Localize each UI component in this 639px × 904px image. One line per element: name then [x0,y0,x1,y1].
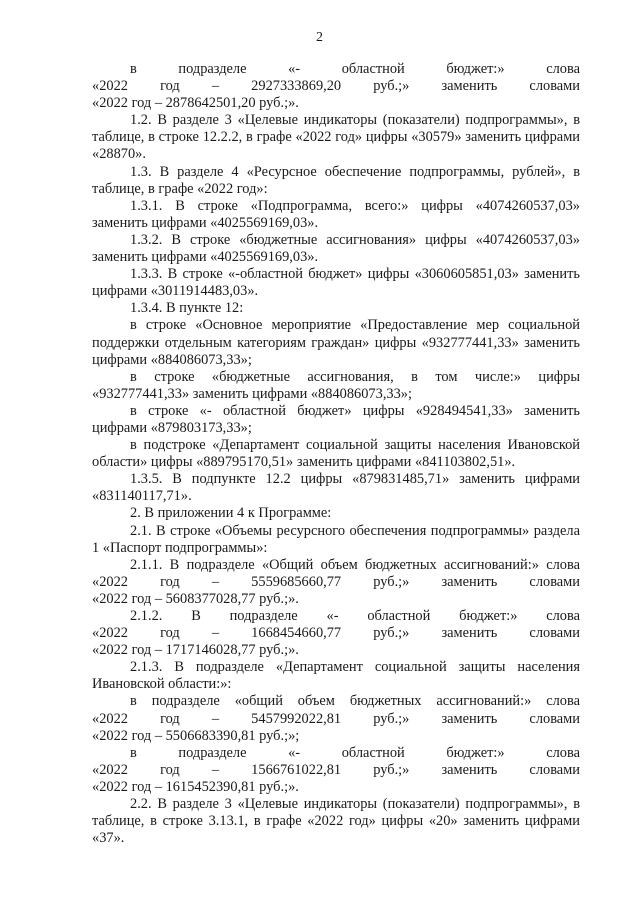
paragraph-18-line-3: «2022 год – 5506683390,81 руб.;»; [92,727,300,744]
paragraph-1-line-3: «2022 год – 2878642501,20 руб.;». [92,95,299,112]
paragraph-3: 1.3. В разделе 4 «Ресурсное обеспечение подпрограммы, рублей», в таблице, в графе «2022 год»: [92,163,580,197]
paragraph-1-line-1: в подразделе «- областной бюджет:» слова [130,61,580,77]
paragraph-16 [92,608,580,659]
paragraph-16-line-3: «2022 год – 1717146028,77 руб.;». [92,642,299,659]
paragraph-18-line-2: «2022 год – 5457992022,81 руб.;» заменить словами [92,710,580,727]
paragraph-8: в строке «Основное мероприятие «Предоставление мер социальной поддержки отдельным категориям граждан» цифры «932777441,33» заменить цифрами «884086073,33»; [92,317,580,368]
paragraph-1-line-2: «2022 год – 2927333869,20 руб.;» заменить словами [92,78,580,95]
paragraph-4: 1.3.1. В строке «Подпрограмма, всего:» цифры «4074260537,03» заменить цифрами «4025569169,03». [92,197,580,231]
paragraph-5: 1.3.2. В строке «бюджетные ассигнования» цифры «4074260537,03» заменить цифрами «4025569169,03». [92,231,580,266]
paragraph-15-line-3: «2022 год – 5608377028,77 руб.;». [92,590,299,607]
paragraph-6: 1.3.3. В строке «-областной бюджет» цифры «3060605851,03» заменить цифрами «3011914483,03». [92,266,580,300]
paragraph-15 [92,557,580,608]
paragraph-18 [92,693,580,744]
paragraph-20: 2.2. В разделе 3 «Целевые индикаторы (показатели) подпрограммы», в таблице, в строке 3.13.1, в графе «2022 год» цифры «20» заменить цифрами «37». [92,796,580,847]
paragraph-10: в строке «- областной бюджет» цифры «928494541,33» заменить цифрами «879803173,33»; [92,402,580,436]
paragraph-9: в строке «бюджетные ассигнования, в том числе:» цифры «932777441,33» заменить цифрами «884086073,33»; [92,368,580,402]
paragraph-13: 2. В приложении 4 к Программе: [130,505,332,522]
page-number: 2 [316,30,323,45]
paragraph-2: 1.2. В разделе 3 «Целевые индикаторы (показатели) подпрограммы», в таблице, в строке 12.2.2, в графе «2022 год» цифры «30579» заменить цифрами «28870». [92,112,580,163]
paragraph-14: 2.1. В строке «Объемы ресурсного обеспечения подпрограммы» раздела 1 «Паспорт подпрограммы»: [92,522,580,556]
paragraph-19-line-1: в подразделе «- областной бюджет:» слова [130,744,580,761]
paragraph-17: 2.1.3. В подразделе «Департамент социальной защиты населения Ивановской области:»: [92,659,580,693]
paragraph-11: в подстроке «Департамент социальной защиты населения Ивановской области» цифры «889795170,51» заменить цифрами «841103802,51». [92,437,580,471]
document-body [92,61,580,847]
paragraph-1 [92,61,580,112]
paragraph-19-line-3: «2022 год – 1615452390,81 руб.;». [92,778,299,795]
paragraph-19 [92,745,580,796]
paragraph-16-line-2: «2022 год – 1668454660,77 руб.;» заменить словами [92,625,580,642]
paragraph-18-line-1: в подразделе «общий объем бюджетных ассигнований:» слова [130,693,580,710]
paragraph-15-line-2: «2022 год – 5559685660,77 руб.;» заменить словами [92,573,580,590]
paragraph-12: 1.3.5. В подпункте 12.2 цифры «879831485,71» заменить цифрами «831140117,71». [92,471,580,505]
paragraph-19-line-2: «2022 год – 1566761022,81 руб.;» заменить словами [92,761,580,778]
paragraph-7: 1.3.4. В пункте 12: [130,300,244,317]
paragraph-16-line-1: 2.1.2. В подразделе «- областной бюджет:» слова [130,608,580,624]
paragraph-15-line-1: 2.1.1. В подразделе «Общий объем бюджетных ассигнований:» слова [130,556,580,573]
